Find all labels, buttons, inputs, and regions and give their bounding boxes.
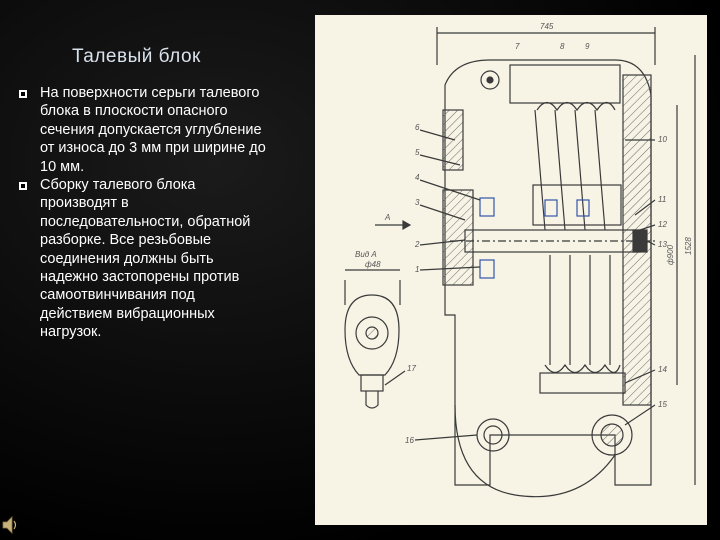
view-label: Вид А (355, 250, 377, 259)
part-number: 8 (560, 42, 565, 51)
part-number: 11 (658, 195, 667, 204)
part-number: 6 (415, 123, 420, 132)
part-number: 16 (405, 436, 414, 445)
dim-left-label: ф48 (365, 260, 381, 269)
part-number: 5 (415, 148, 420, 157)
bullet-text: Сборку талевого блока производят в последовательности, обратной разборке. Все резьбовые соединения должны быть надежно застопорены против самоотвинчивания под действием вибрационных нагрузок. (40, 177, 251, 341)
part-number: 4 (415, 173, 420, 182)
part-number: 12 (658, 220, 667, 229)
part-number: 15 (658, 400, 667, 409)
slide-title: Талевый блок (72, 46, 201, 67)
dim-right-label-1: ф900 (666, 244, 675, 265)
dim-top-label: 745 (540, 22, 554, 31)
part-number: 13 (658, 240, 667, 249)
part-number: 17 (407, 364, 416, 373)
dim-right-label-2: 1528 (684, 237, 693, 255)
speaker-icon[interactable] (2, 515, 18, 535)
square-bullet-icon (18, 181, 28, 191)
part-number: 14 (658, 365, 667, 374)
traveling-block-drawing (315, 15, 707, 525)
bullet-text: На поверхности серьги талевого блока в плоскости опасного сечения допускается углубление от износа до 3 мм при ширине до 10 мм. (40, 85, 266, 175)
part-number: 7 (515, 42, 520, 51)
bullet-item (18, 176, 268, 342)
part-number: 9 (585, 42, 590, 51)
part-number: 10 (658, 135, 667, 144)
part-number: 2 (415, 240, 420, 249)
part-number: 3 (415, 198, 420, 207)
square-bullet-icon (18, 89, 28, 99)
section-arrow-label: А (385, 213, 391, 222)
bullet-list (18, 84, 268, 342)
part-number: 1 (415, 265, 420, 274)
bullet-item (18, 84, 268, 176)
